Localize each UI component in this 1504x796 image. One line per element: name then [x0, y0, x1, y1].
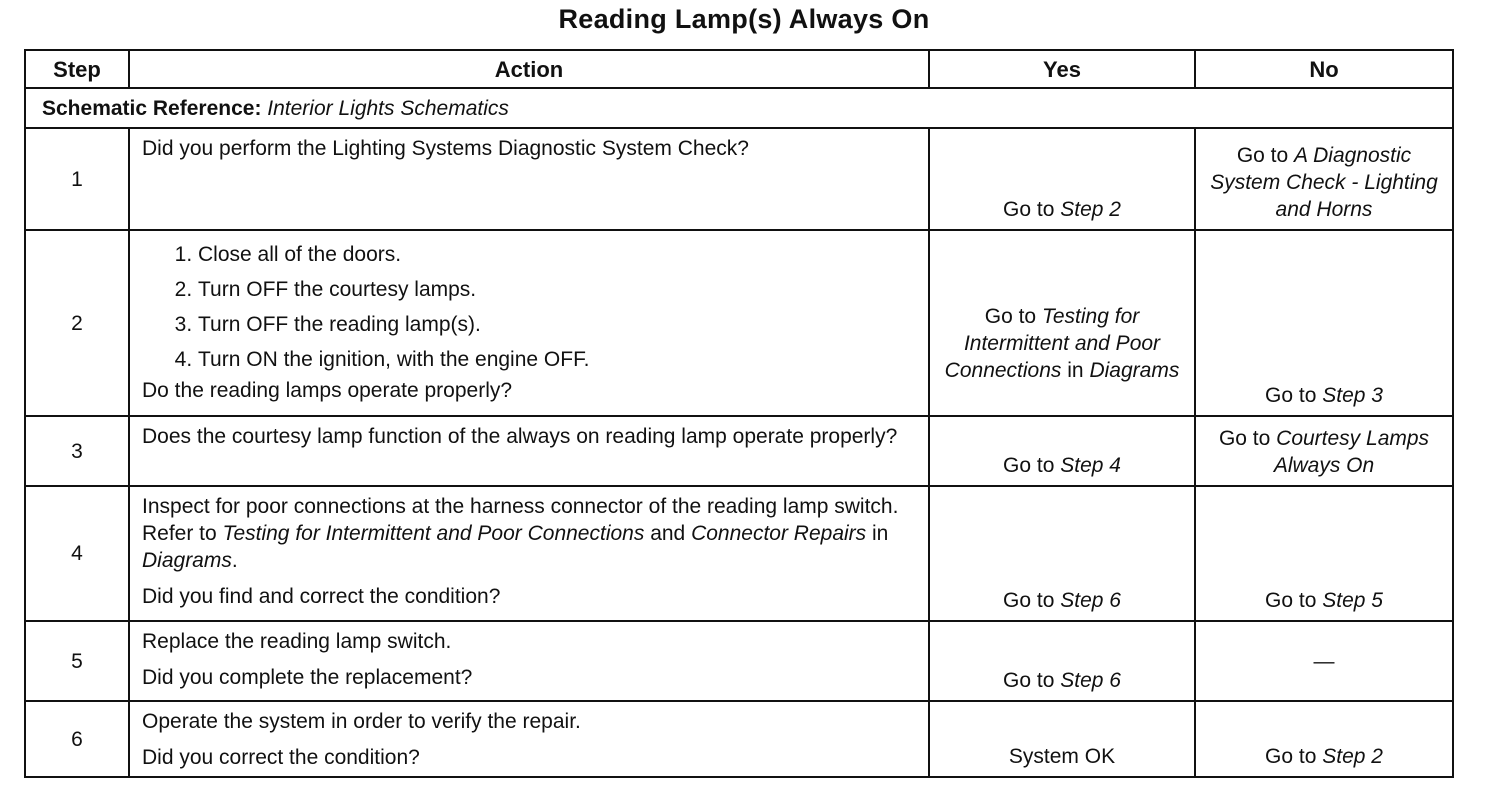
yes-link[interactable]: Testing for Intermittent and Poor Connections: [944, 304, 1161, 382]
action-list: [142, 237, 918, 377]
yes-link[interactable]: Step 4: [1060, 454, 1121, 477]
yes-cell: [929, 486, 1195, 621]
header-no: No: [1195, 50, 1453, 88]
action-cell: [129, 701, 929, 777]
table-row: [25, 416, 1453, 486]
question-text: Do the reading lamps operate properly?: [142, 379, 513, 402]
yes-cell: [929, 128, 1195, 230]
schematic-row: [25, 88, 1453, 128]
header-step: Step: [25, 50, 129, 88]
action-text: Does the courtesy lamp function of the always on reading lamp operate properly?: [142, 425, 898, 448]
table-row: [25, 701, 1453, 777]
list-item: 3. Turn OFF the reading lamp(s).: [198, 307, 918, 342]
no-cell: [1195, 486, 1453, 621]
action-text: and: [650, 522, 686, 545]
header-row: [25, 50, 1453, 88]
step-number: 3: [25, 416, 129, 486]
no-link[interactable]: Step 3: [1322, 384, 1383, 407]
question-text: Did you find and correct the condition?: [142, 585, 501, 608]
yes-link[interactable]: Step 6: [1060, 669, 1121, 692]
no-link[interactable]: Step 5: [1322, 589, 1383, 612]
go-to-text: Go to: [1265, 589, 1317, 612]
header-yes: Yes: [929, 50, 1195, 88]
table-row: [25, 486, 1453, 621]
step-number: 2: [25, 230, 129, 416]
list-item: 2. Turn OFF the courtesy lamps.: [198, 272, 918, 307]
yes-doc-link[interactable]: Diagrams: [1089, 358, 1180, 382]
schematic-label: Schematic Reference:: [42, 96, 262, 120]
go-to-text: Go to: [1265, 745, 1317, 768]
action-text: Inspect for poor connections at the harness connector of the reading lamp switch. Refer to: [142, 495, 899, 545]
yes-cell: [929, 416, 1195, 486]
go-to-text: Go to: [1003, 669, 1055, 692]
step-number: 1: [25, 128, 129, 230]
schematic-reference: [25, 88, 1453, 128]
reference-link[interactable]: Testing for Intermittent and Poor Connections: [222, 522, 645, 545]
action-cell: [129, 416, 929, 486]
reference-link[interactable]: Diagrams: [142, 549, 232, 572]
no-link[interactable]: Step 2: [1322, 745, 1383, 768]
yes-link[interactable]: Step 6: [1060, 589, 1121, 612]
no-cell: [1195, 416, 1453, 486]
go-to-text: Go to: [1003, 589, 1055, 612]
step-number: 4: [25, 486, 129, 621]
go-to-text: Go to: [1003, 454, 1055, 477]
diagnostic-table: [24, 49, 1454, 778]
no-link[interactable]: A Diagnostic System Check - Lighting and Horns: [1210, 144, 1438, 221]
go-to-text: Go to: [1265, 384, 1317, 407]
table-row: [25, 621, 1453, 701]
yes-cell: [929, 230, 1195, 416]
schematic-link[interactable]: Interior Lights Schematics: [267, 96, 509, 120]
go-to-text: Go to: [1218, 427, 1271, 450]
no-cell: [1195, 701, 1453, 777]
question-text: Did you complete the replacement?: [142, 666, 473, 689]
no-link[interactable]: Courtesy Lamps Always On: [1273, 427, 1430, 477]
yes-link[interactable]: Step 2: [1060, 198, 1121, 221]
go-to-text: Go to: [1003, 198, 1055, 221]
no-cell: [1195, 128, 1453, 230]
in-text: in: [1067, 358, 1084, 382]
list-item: 1. Close all of the doors.: [198, 237, 918, 272]
table-row: [25, 230, 1453, 416]
action-text: Operate the system in order to verify the repair.: [142, 710, 581, 733]
go-to-text: Go to: [1236, 144, 1289, 167]
no-cell: —: [1195, 621, 1453, 701]
step-number: 5: [25, 621, 129, 701]
yes-cell: System OK: [929, 701, 1195, 777]
step-number: 6: [25, 701, 129, 777]
action-text: Did you perform the Lighting Systems Diagnostic System Check?: [142, 137, 749, 160]
list-item: 4. Turn ON the ignition, with the engine OFF.: [198, 342, 918, 377]
action-cell: [129, 621, 929, 701]
action-cell: Inspect for poor connections at the harness connector of the reading lamp switch. Refer to Testing for Intermittent and Poor Connections and Connector Repairs in Diagrams. Did you find and correct the condition?: [129, 486, 929, 621]
action-cell: [129, 230, 929, 416]
question-text: Did you correct the condition?: [142, 746, 420, 769]
no-cell: [1195, 230, 1453, 416]
action-cell: [129, 128, 929, 230]
action-text: Replace the reading lamp switch.: [142, 630, 452, 653]
go-to-text: Go to: [984, 304, 1037, 328]
page-title: Reading Lamp(s) Always On: [558, 4, 930, 34]
header-action: Action: [129, 50, 929, 88]
reference-link[interactable]: Connector Repairs: [691, 522, 867, 545]
table-row: [25, 128, 1453, 230]
yes-cell: [929, 621, 1195, 701]
action-text: in: [872, 522, 889, 545]
